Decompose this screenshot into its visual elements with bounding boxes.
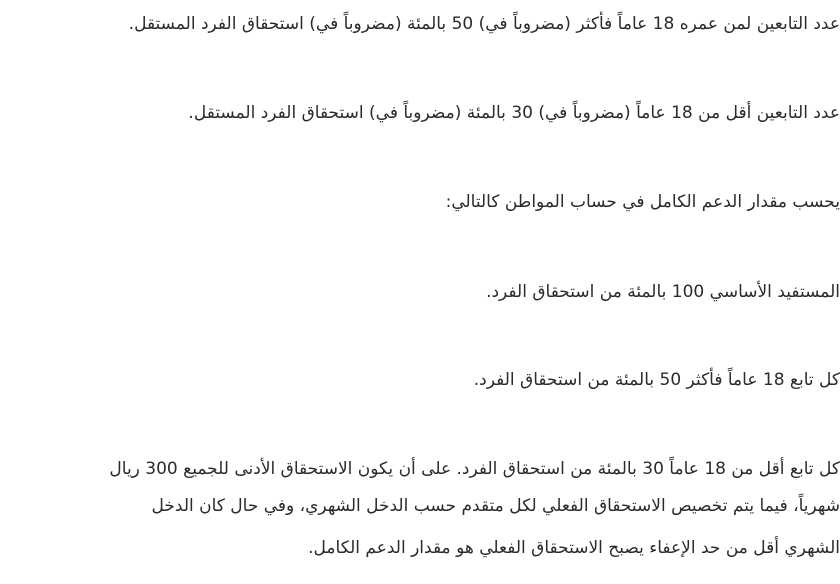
paragraph-full-support-intro: يحسب مقدار الدعم الكامل في حساب المواطن كالتالي: <box>445 192 840 212</box>
paragraph-dependent-18-plus-share: كل تابع 18 عاماً فأكثر 50 بالمئة من استحقاق الفرد. <box>473 370 840 390</box>
paragraph-dependents-under-18: عدد التابعين أقل من 18 عاماً (مضروباً في) 30 بالمئة (مضروباً في) استحقاق الفرد المستقل. <box>188 103 840 123</box>
paragraph-dependents-18-plus: عدد التابعين لمن عمره 18 عاماً فأكثر (مضروباً في) 50 بالمئة (مضروباً في) استحقاق الفرد المستقل. <box>128 14 840 34</box>
paragraph-primary-beneficiary: المستفيد الأساسي 100 بالمئة من استحقاق الفرد. <box>486 282 840 302</box>
paragraph-dependent-under-18-share-line-3: الشهري أقل من حد الإعفاء يصبح الاستحقاق الفعلي هو مقدار الدعم الكامل. <box>308 538 840 558</box>
paragraph-dependent-under-18-share-line-2: شهرياً، فيما يتم تخصيص الاستحقاق الفعلي لكل متقدم حسب الدخل الشهري، وفي حال كان الدخل <box>151 496 840 516</box>
paragraph-dependent-under-18-share-line-1: كل تابع أقل من 18 عاماً 30 بالمئة من استحقاق الفرد. على أن يكون الاستحقاق الأدنى للجميع 300 ريال <box>109 459 840 479</box>
